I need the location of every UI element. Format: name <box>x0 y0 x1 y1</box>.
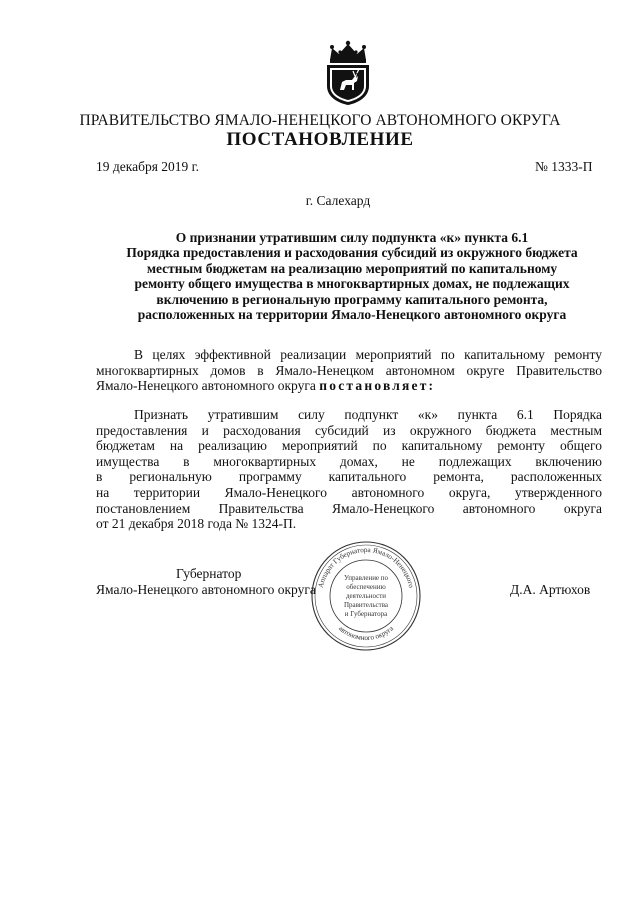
title-line: включению в региональную программу капитального ремонта, <box>156 291 548 307</box>
official-stamp <box>310 540 422 652</box>
document-city: г. Салехард <box>305 193 371 208</box>
document-title <box>102 230 602 322</box>
stamp-ring-bottom: автономного округа <box>337 624 395 643</box>
body-paragraph <box>96 407 602 532</box>
stamp-inner-line: Управление по <box>343 574 389 582</box>
title-line: Порядка предоставления и расходования субсидий из окружного бюджета <box>126 245 578 261</box>
signatory-title: Губернатор <box>176 566 242 581</box>
body-line: имущества в многоквартирных домах, не подлежащих включению <box>96 453 602 469</box>
yamal-coat-of-arms-icon <box>322 40 374 106</box>
title-line: ремонту общего имущества в многоквартирных домах, не подлежащих <box>134 276 570 292</box>
body-line: постановлением Правительства Ямало-Ненецкого автономного округа <box>96 500 602 516</box>
stamp-inner-line: Правительства <box>343 601 389 609</box>
preamble-paragraph <box>96 347 602 394</box>
title-line: местным бюджетам на реализацию мероприятий по капитальному <box>146 260 558 276</box>
body-line: предоставления и расходования субсидий из окружного бюджета местным <box>96 422 602 438</box>
preamble-line <box>96 378 602 394</box>
body-line: от 21 декабря 2018 года № 1324-П. <box>96 516 297 532</box>
body-line: на территории Ямало-Ненецкого автономного округа, утвержденного <box>96 484 602 500</box>
resolves-word: постановляет: <box>319 378 436 394</box>
stamp-ring-top: Аппарат Губернатора Ямало-Ненецкого <box>316 545 416 589</box>
body-line: Признать утратившим силу подпункт «к» пункта 6.1 Порядка <box>134 407 602 422</box>
title-line: расположенных на территории Ямало-Ненецкого автономного округа <box>137 307 567 323</box>
signatory-organization: Ямало-Ненецкого автономного округа <box>96 582 316 597</box>
stamp-inner-line: и Губернатора <box>344 610 388 618</box>
stamp-inner-line: обеспечению <box>346 583 386 591</box>
preamble-line-prefix: Ямало-Ненецкого автономного округа <box>96 378 316 394</box>
preamble-line: многоквартирных домов в Ямало-Ненецком автономном округе Правительство <box>96 362 602 378</box>
title-line: О признании утратившим силу подпункта «к» пункта 6.1 <box>175 230 529 245</box>
body-line: в региональную программу капитального ремонта, расположенных <box>96 469 602 485</box>
document-date: 19 декабря 2019 г. <box>96 159 200 174</box>
stamp-inner-line: деятельности <box>345 592 387 600</box>
document-number: № 1333-П <box>535 159 593 174</box>
preamble-line: В целях эффективной реализации мероприятий по капитальному ремонту <box>134 347 602 362</box>
document-type: ПОСТАНОВЛЕНИЕ <box>226 129 414 150</box>
body-line: бюджетам на реализацию мероприятий по капитальному ремонту общего <box>96 438 602 454</box>
government-name: ПРАВИТЕЛЬСТВО ЯМАЛО-НЕНЕЦКОГО АВТОНОМНОГО ОКРУГА <box>79 112 561 129</box>
signatory-name: Д.А. Артюхов <box>510 582 591 597</box>
